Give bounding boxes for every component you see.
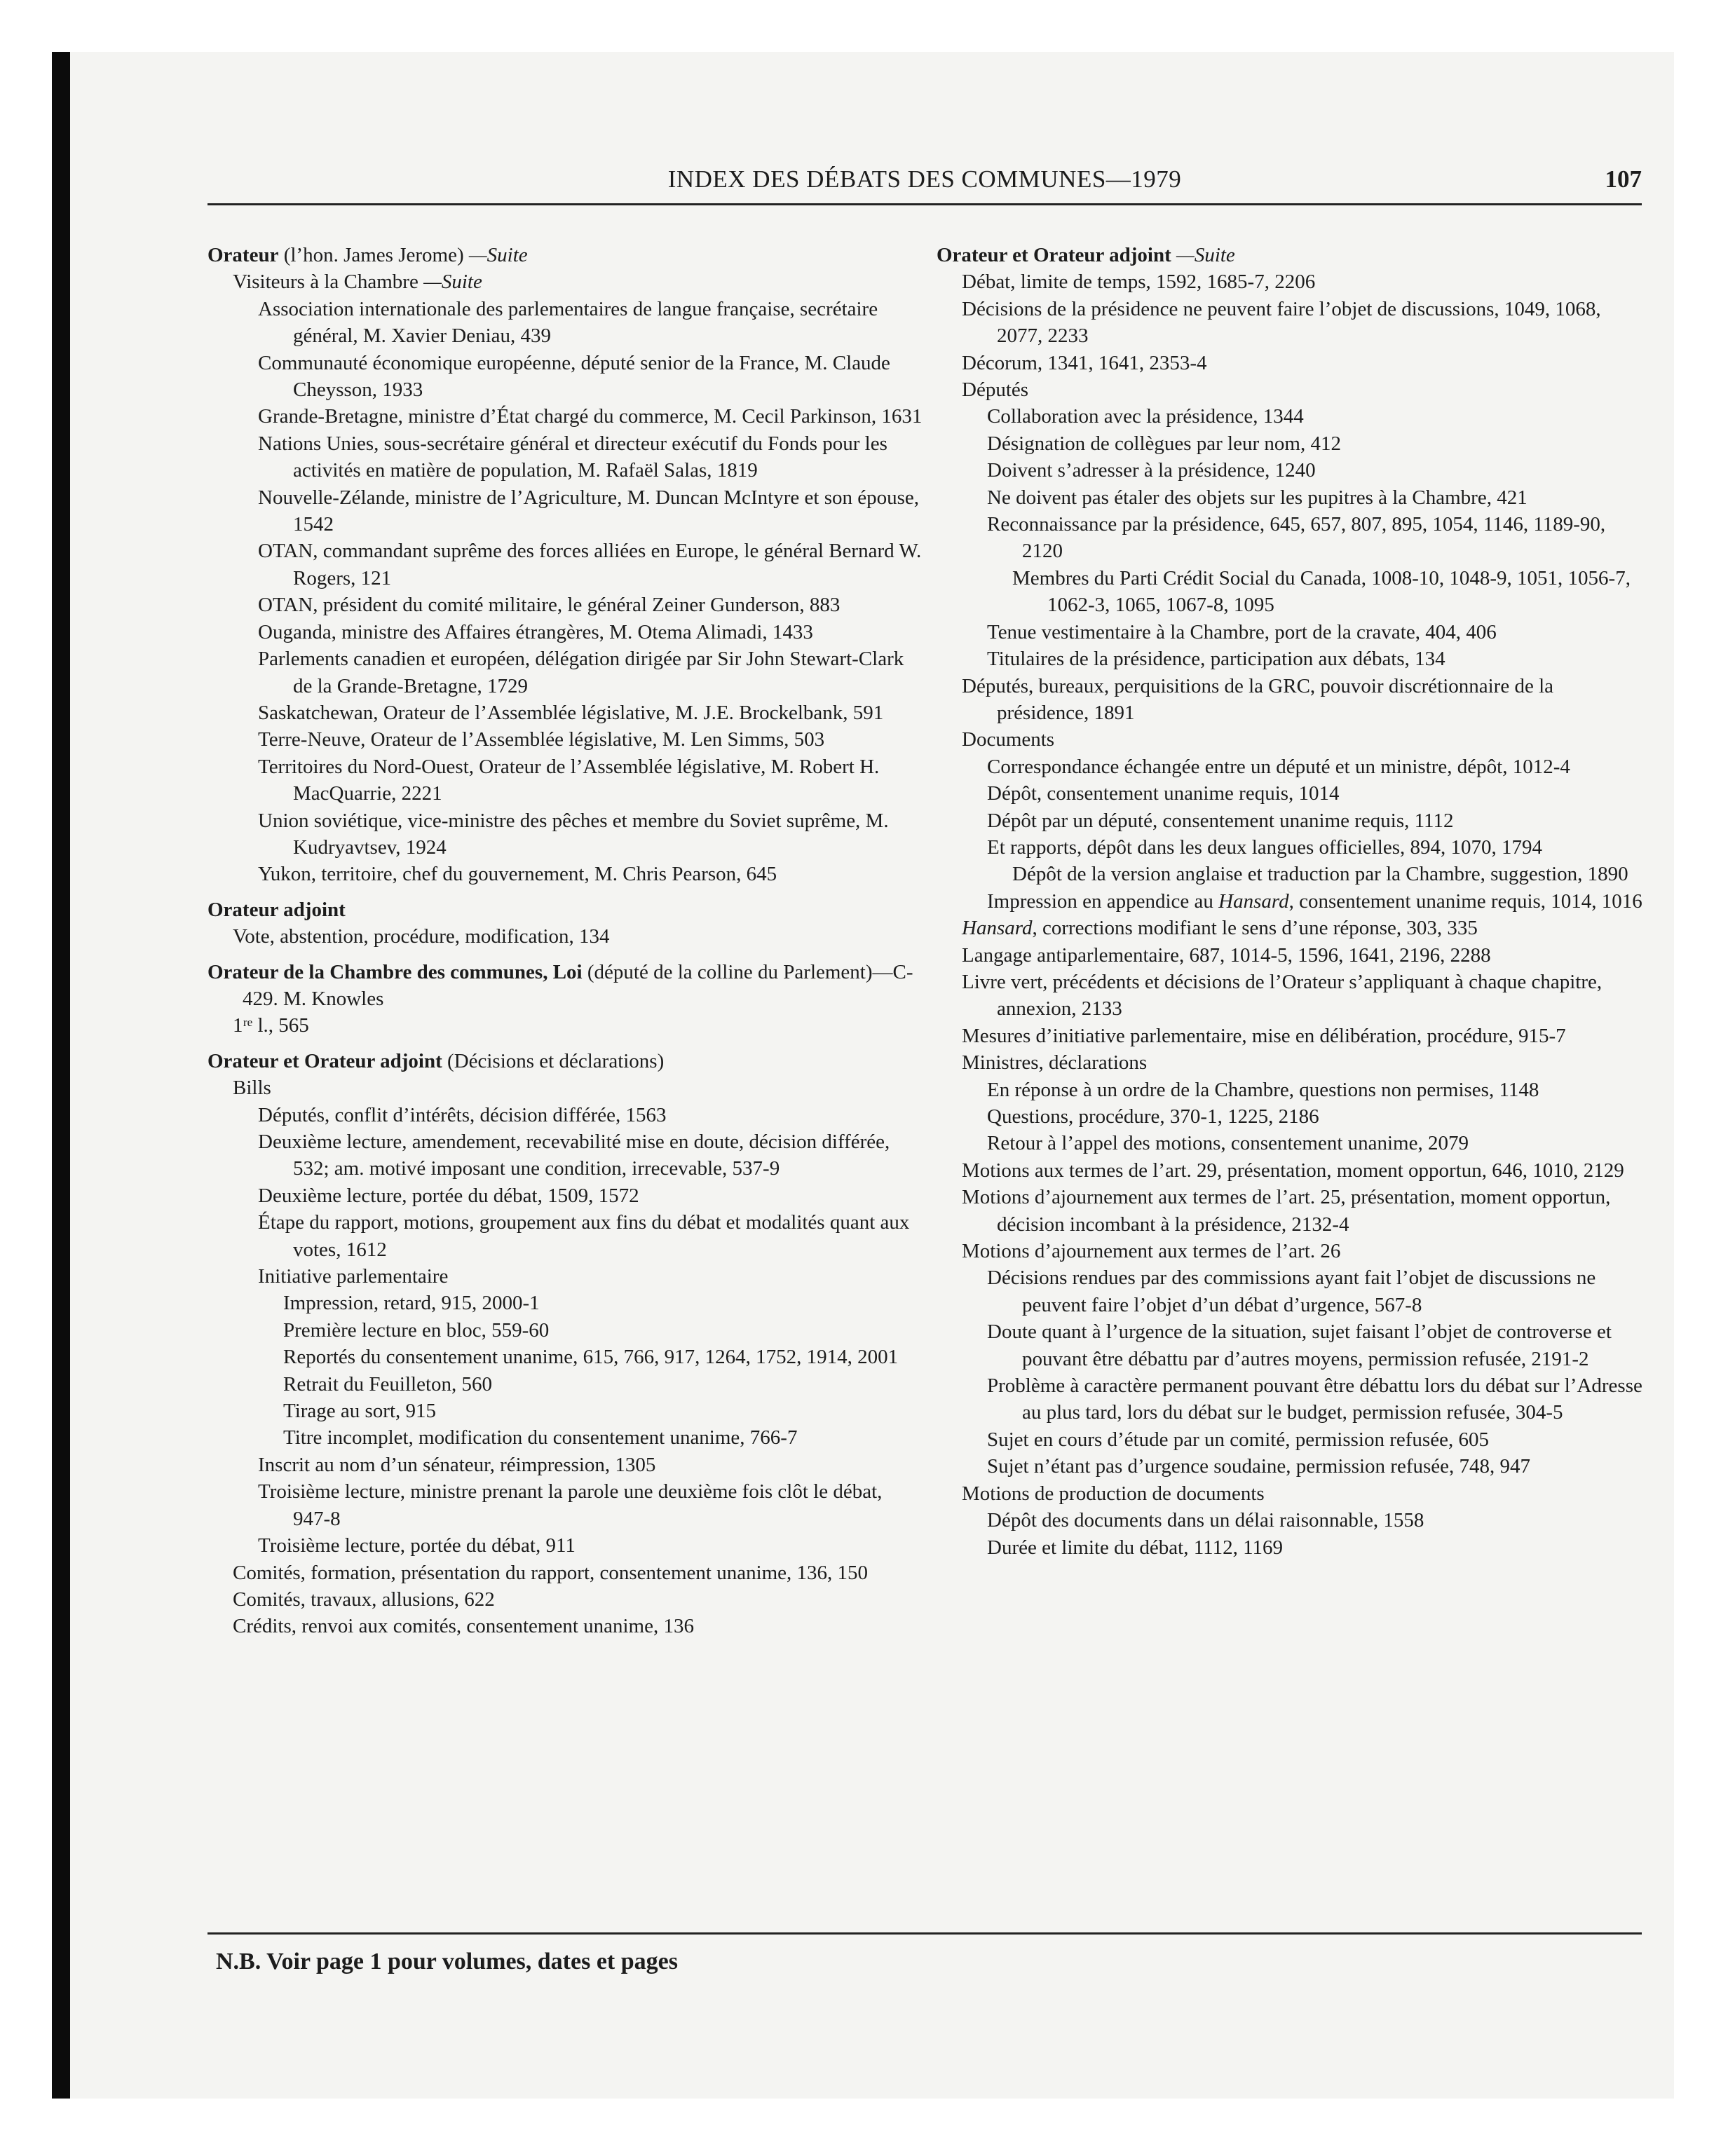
index-entry — [937, 457, 1645, 484]
entry-text: Doute quant à l’urgence de la situation, sujet faisant l’objet de controverse et pouvant être débattu par d’autres moyens, permission refusée, 2191-2 — [987, 1321, 1612, 1370]
entry-text: , corrections modifiant le sens d’une réponse, 303, 335 — [1032, 917, 1478, 940]
index-entry — [207, 753, 923, 807]
publication-title: Hansard — [1218, 889, 1289, 913]
entry-text: Parlements canadien et européen, délégation dirigée par Sir John Stewart-Clark de la Grande-Bretagne, 1729 — [258, 648, 904, 697]
index-entry — [937, 296, 1645, 350]
entry-text: Communauté économique européenne, député senior de la France, M. Claude Cheysson, 1933 — [258, 351, 890, 402]
entry-text: Documents — [962, 728, 1055, 751]
index-entry — [207, 1452, 923, 1478]
index-entry — [207, 1290, 923, 1316]
entry-text: , consentement unanime requis, 1014, 1016 — [1288, 889, 1642, 913]
entry-text: Durée et limite du débat, 1112, 1169 — [987, 1536, 1284, 1559]
entry-text: Titre incomplet, modification du consentement unanime, 766-7 — [283, 1426, 798, 1449]
index-entry — [207, 592, 923, 618]
entry-text: Comités, travaux, allusions, 622 — [233, 1588, 495, 1611]
entry-text: Sujet n’étant pas d’urgence soudaine, permission refusée, 748, 947 — [987, 1455, 1531, 1478]
entry-text: Ministres, déclarations — [962, 1051, 1148, 1074]
entry-text: Livre vert, précédents et décisions de l’Orateur s’appliquant à chaque chapitre, annexion, 2133 — [962, 970, 1603, 1021]
entry-text: (député de la colline du Parlement)—C-429. M. Knowles — [243, 960, 913, 1010]
heading-term: Orateur — [207, 244, 279, 266]
entry-text: Ne doivent pas étaler des objets sur les pupitres à la Chambre, 421 — [987, 486, 1528, 509]
index-entry — [937, 430, 1645, 457]
entry-text: Crédits, renvoi aux comités, consentement unanime, 136 — [233, 1615, 694, 1638]
entry-text: Tenue vestimentaire à la Chambre, port de la cravate, 404, 406 — [987, 620, 1497, 643]
heading-term: Orateur adjoint — [207, 898, 346, 921]
index-entry — [207, 1128, 923, 1182]
index-heading — [207, 959, 923, 1013]
entry-text: Association internationale des parlementaires de langue française, secrétaire général, M. Xavier Deniau, 439 — [258, 297, 878, 348]
entry-text: 1ʳᵉ l., 565 — [233, 1014, 309, 1037]
entry-text: Étape du rapport, motions, groupement aux fins du débat et modalités quant aux votes, 1612 — [258, 1211, 910, 1261]
index-column-left — [207, 242, 923, 1640]
index-entry — [937, 1318, 1645, 1372]
entry-text: Saskatchewan, Orateur de l’Assemblée législative, M. J.E. Brockelbank, 591 — [258, 701, 884, 724]
index-entry — [937, 673, 1645, 727]
entry-text: Tirage au sort, 915 — [283, 1400, 437, 1423]
entry-text: Deuxième lecture, portée du débat, 1509, 1572 — [258, 1184, 639, 1207]
index-entry — [207, 807, 923, 861]
index-entry — [207, 484, 923, 538]
index-entry — [207, 1613, 923, 1639]
index-entry — [937, 484, 1645, 511]
heading-term: Orateur de la Chambre des communes, Loi — [207, 960, 583, 983]
index-entry — [937, 268, 1645, 295]
entry-text — [1171, 244, 1176, 266]
entry-text: Mesures d’initiative parlementaire, mise en délibération, procédure, 915-7 — [962, 1024, 1566, 1047]
entry-text: Membres du Parti Crédit Social du Canada, 1008-10, 1048-9, 1051, 1056-7, 1062-3, 1065, 1067-8, 1095 — [1012, 566, 1631, 617]
index-entry — [207, 1371, 923, 1398]
index-entry — [207, 619, 923, 646]
entry-text: (Décisions et déclarations) — [442, 1049, 665, 1072]
index-entry — [937, 1238, 1645, 1264]
page-title: INDEX DES DÉBATS DES COMMUNES—1979 — [667, 165, 1182, 193]
entry-text: Retour à l’appel des motions, consentement unanime, 2079 — [987, 1132, 1469, 1155]
entry-text: Décorum, 1341, 1641, 2353-4 — [962, 351, 1207, 374]
index-entry — [937, 511, 1645, 565]
index-entry — [937, 834, 1645, 861]
index-entry — [207, 646, 923, 700]
entry-text: Motions d’ajournement aux termes de l’art. 25, présentation, moment opportun, décision incombant à la présidence, 2132-4 — [962, 1186, 1611, 1236]
entry-text: Nouvelle-Zélande, ministre de l’Agriculture, M. Duncan McIntyre et son épouse, 1542 — [258, 486, 920, 536]
entry-text: Impression, retard, 915, 2000-1 — [283, 1292, 540, 1315]
entry-text: OTAN, président du comité militaire, le général Zeiner Gunderson, 883 — [258, 594, 841, 617]
entry-text: Motions aux termes de l’art. 29, présentation, moment opportun, 646, 1010, 2129 — [962, 1159, 1624, 1182]
entry-text: Ouganda, ministre des Affaires étrangères, M. Otema Alimadi, 1433 — [258, 620, 813, 643]
entry-text: Première lecture en bloc, 559-60 — [283, 1318, 550, 1342]
entry-text: Correspondance échangée entre un député et un ministre, dépôt, 1012-4 — [987, 755, 1570, 778]
entry-text: Terre-Neuve, Orateur de l’Assemblée législative, M. Len Simms, 503 — [258, 728, 825, 751]
entry-text: Dépôt par un député, consentement unanime requis, 1112 — [987, 809, 1454, 832]
page-number: 107 — [1605, 165, 1642, 193]
index-entry — [207, 268, 923, 295]
index-entry — [937, 1372, 1645, 1426]
index-entry — [937, 753, 1645, 780]
entry-text: Problème à caractère permanent pouvant être débattu lors du débat sur l’Adresse au plus tard, lors du débat sur le budget, permission refusée, 304-5 — [987, 1374, 1642, 1424]
entry-text: Initiative parlementaire — [258, 1265, 449, 1288]
entry-text: Langage antiparlementaire, 687, 1014-5, 1596, 1641, 2196, 2288 — [962, 943, 1491, 967]
index-entry — [937, 726, 1645, 753]
index-entry — [937, 969, 1645, 1023]
index-entry — [207, 538, 923, 592]
entry-text: Débat, limite de temps, 1592, 1685-7, 2206 — [962, 271, 1316, 294]
index-entry — [937, 1507, 1645, 1534]
entry-text: Questions, procédure, 370-1, 1225, 2186 — [987, 1105, 1319, 1128]
index-entry — [937, 1157, 1645, 1184]
entry-text: Sujet en cours d’étude par un comité, permission refusée, 605 — [987, 1428, 1489, 1451]
index-entry — [207, 1560, 923, 1586]
entry-text: Députés, conflit d’intérêts, décision différée, 1563 — [258, 1103, 667, 1126]
index-entry — [937, 565, 1645, 619]
index-entry — [207, 1532, 923, 1559]
index-entry — [937, 807, 1645, 834]
index-entry — [207, 1398, 923, 1424]
index-entry — [937, 1103, 1645, 1130]
entry-text: Grande-Bretagne, ministre d’État chargé du commerce, M. Cecil Parkinson, 1631 — [258, 405, 923, 428]
index-entry — [207, 1263, 923, 1290]
index-heading — [207, 896, 923, 923]
entry-text: Décisions rendues par des commissions ayant fait l’objet de discussions ne peuvent faire l’objet d’un débat d’urgence, 567-8 — [987, 1267, 1596, 1316]
entry-text: OTAN, commandant suprême des forces alliées en Europe, le général Bernard W. Rogers, 121 — [258, 540, 922, 589]
index-entry — [937, 1534, 1645, 1561]
entry-text: Doivent s’adresser à la présidence, 1240 — [987, 459, 1316, 482]
entry-text: Motions d’ajournement aux termes de l’art. 26 — [962, 1240, 1341, 1263]
index-entry — [207, 1586, 923, 1613]
index-heading — [937, 242, 1645, 268]
entry-text: Titulaires de la présidence, participation aux débats, 134 — [987, 648, 1445, 671]
index-entry — [937, 888, 1645, 915]
entry-text: Dépôt, consentement unanime requis, 1014 — [987, 782, 1340, 805]
entry-text: (l’hon. James Jerome) — [278, 244, 469, 266]
header-rule — [207, 203, 1642, 205]
entry-text: Territoires du Nord-Ouest, Orateur de l’Assemblée législative, M. Robert H. MacQuarrie, 2221 — [258, 755, 880, 805]
index-entry — [207, 1074, 923, 1101]
continuation-marker: —Suite — [1176, 244, 1235, 266]
entry-text: Députés — [962, 378, 1029, 402]
entry-text: Dépôt de la version anglaise et traduction par la Chambre, suggestion, 1890 — [1012, 863, 1628, 886]
entry-text: Reconnaissance par la présidence, 645, 657, 807, 895, 1054, 1146, 1189-90, 2120 — [987, 513, 1606, 563]
index-entry — [937, 646, 1645, 672]
index-entry — [207, 403, 923, 430]
entry-text: Décisions de la présidence ne peuvent faire l’objet de discussions, 1049, 1068, 2077, 2233 — [962, 297, 1601, 348]
entry-text: Troisième lecture, portée du débat, 911 — [258, 1534, 576, 1557]
index-entry — [207, 1102, 923, 1128]
scan-margin — [0, 0, 52, 2156]
index-entry — [937, 350, 1645, 376]
index-entry — [207, 430, 923, 484]
index-entry — [937, 376, 1645, 403]
index-entry — [937, 942, 1645, 969]
continuation-marker: —Suite — [468, 244, 528, 266]
entry-text: Collaboration avec la présidence, 1344 — [987, 405, 1304, 428]
publication-title: Hansard — [962, 917, 1033, 940]
index-entry — [207, 1424, 923, 1451]
entry-text: Députés, bureaux, perquisitions de la GRC, pouvoir discrétionnaire de la présidence, 1891 — [962, 674, 1554, 724]
entry-text: Désignation de collègues par leur nom, 412 — [987, 432, 1341, 455]
index-heading — [207, 1048, 923, 1074]
heading-term: Orateur et Orateur adjoint — [207, 1049, 442, 1072]
entry-text: Inscrit au nom d’un sénateur, réimpression, 1305 — [258, 1453, 656, 1476]
index-entry — [207, 350, 923, 404]
index-heading — [207, 242, 923, 268]
index-entry — [937, 1049, 1645, 1076]
entry-text: Visiteurs à la Chambre — [233, 271, 424, 294]
entry-text: Dépôt des documents dans un délai raisonnable, 1558 — [987, 1509, 1424, 1532]
index-column-right — [937, 242, 1645, 1561]
scan-binding-shadow — [52, 52, 70, 2099]
heading-term: Orateur et Orateur adjoint — [937, 244, 1171, 266]
entry-text: Nations Unies, sous-secrétaire général et directeur exécutif du Fonds pour les activités en matière de population, M. Rafaël Salas, 1819 — [258, 432, 887, 482]
footnote: N.B. Voir page 1 pour volumes, dates et pages — [216, 1949, 678, 1974]
index-entry — [937, 1453, 1645, 1480]
index-entry — [937, 1184, 1645, 1238]
index-entry — [937, 1426, 1645, 1453]
index-entry — [937, 1130, 1645, 1157]
index-entry — [937, 861, 1645, 887]
index-entry — [207, 726, 923, 753]
index-entry — [207, 1012, 923, 1039]
index-entry — [937, 1264, 1645, 1318]
entry-text: Reportés du consentement unanime, 615, 766, 917, 1264, 1752, 1914, 2001 — [283, 1346, 899, 1369]
index-entry — [207, 923, 923, 950]
index-entry — [937, 403, 1645, 430]
running-header — [207, 165, 1642, 202]
entry-text: Yukon, territoire, chef du gouvernement, M. Chris Pearson, 645 — [258, 863, 777, 886]
continuation-marker: —Suite — [423, 271, 482, 294]
entry-text: Vote, abstention, procédure, modification, 134 — [233, 925, 610, 948]
entry-text: Union soviétique, vice-ministre des pêches et membre du Soviet suprême, M. Kudryavtsev, 1924 — [258, 809, 889, 859]
entry-text: Motions de production de documents — [962, 1482, 1265, 1505]
index-entry — [207, 1182, 923, 1209]
index-entry — [207, 296, 923, 350]
index-entry — [937, 780, 1645, 807]
footer-rule — [207, 1932, 1642, 1935]
index-entry — [207, 700, 923, 726]
entry-text: Deuxième lecture, amendement, recevabilité mise en doute, décision différée, 532; am. motivé imposant une condition, irrecevable, 537-9 — [258, 1131, 890, 1180]
index-entry — [937, 1023, 1645, 1049]
index-entry — [937, 915, 1645, 941]
entry-text: Impression en appendice au — [987, 889, 1219, 913]
index-entry — [937, 1077, 1645, 1103]
entry-text: En réponse à un ordre de la Chambre, questions non permises, 1148 — [987, 1078, 1539, 1101]
index-entry — [207, 1478, 923, 1532]
entry-text: Retrait du Feuilleton, 560 — [283, 1372, 493, 1396]
index-entry — [207, 1209, 923, 1263]
index-entry — [207, 861, 923, 887]
index-entry — [207, 1317, 923, 1344]
index-entry — [937, 619, 1645, 646]
entry-text: Comités, formation, présentation du rapport, consentement unanime, 136, 150 — [233, 1561, 869, 1584]
entry-text: Troisième lecture, ministre prenant la parole une deuxième fois clôt le débat, 947-8 — [258, 1480, 883, 1530]
entry-text: Bills — [233, 1077, 271, 1100]
index-entry — [937, 1480, 1645, 1507]
entry-text: Et rapports, dépôt dans les deux langues officielles, 894, 1070, 1794 — [987, 835, 1542, 859]
index-entry — [207, 1344, 923, 1370]
